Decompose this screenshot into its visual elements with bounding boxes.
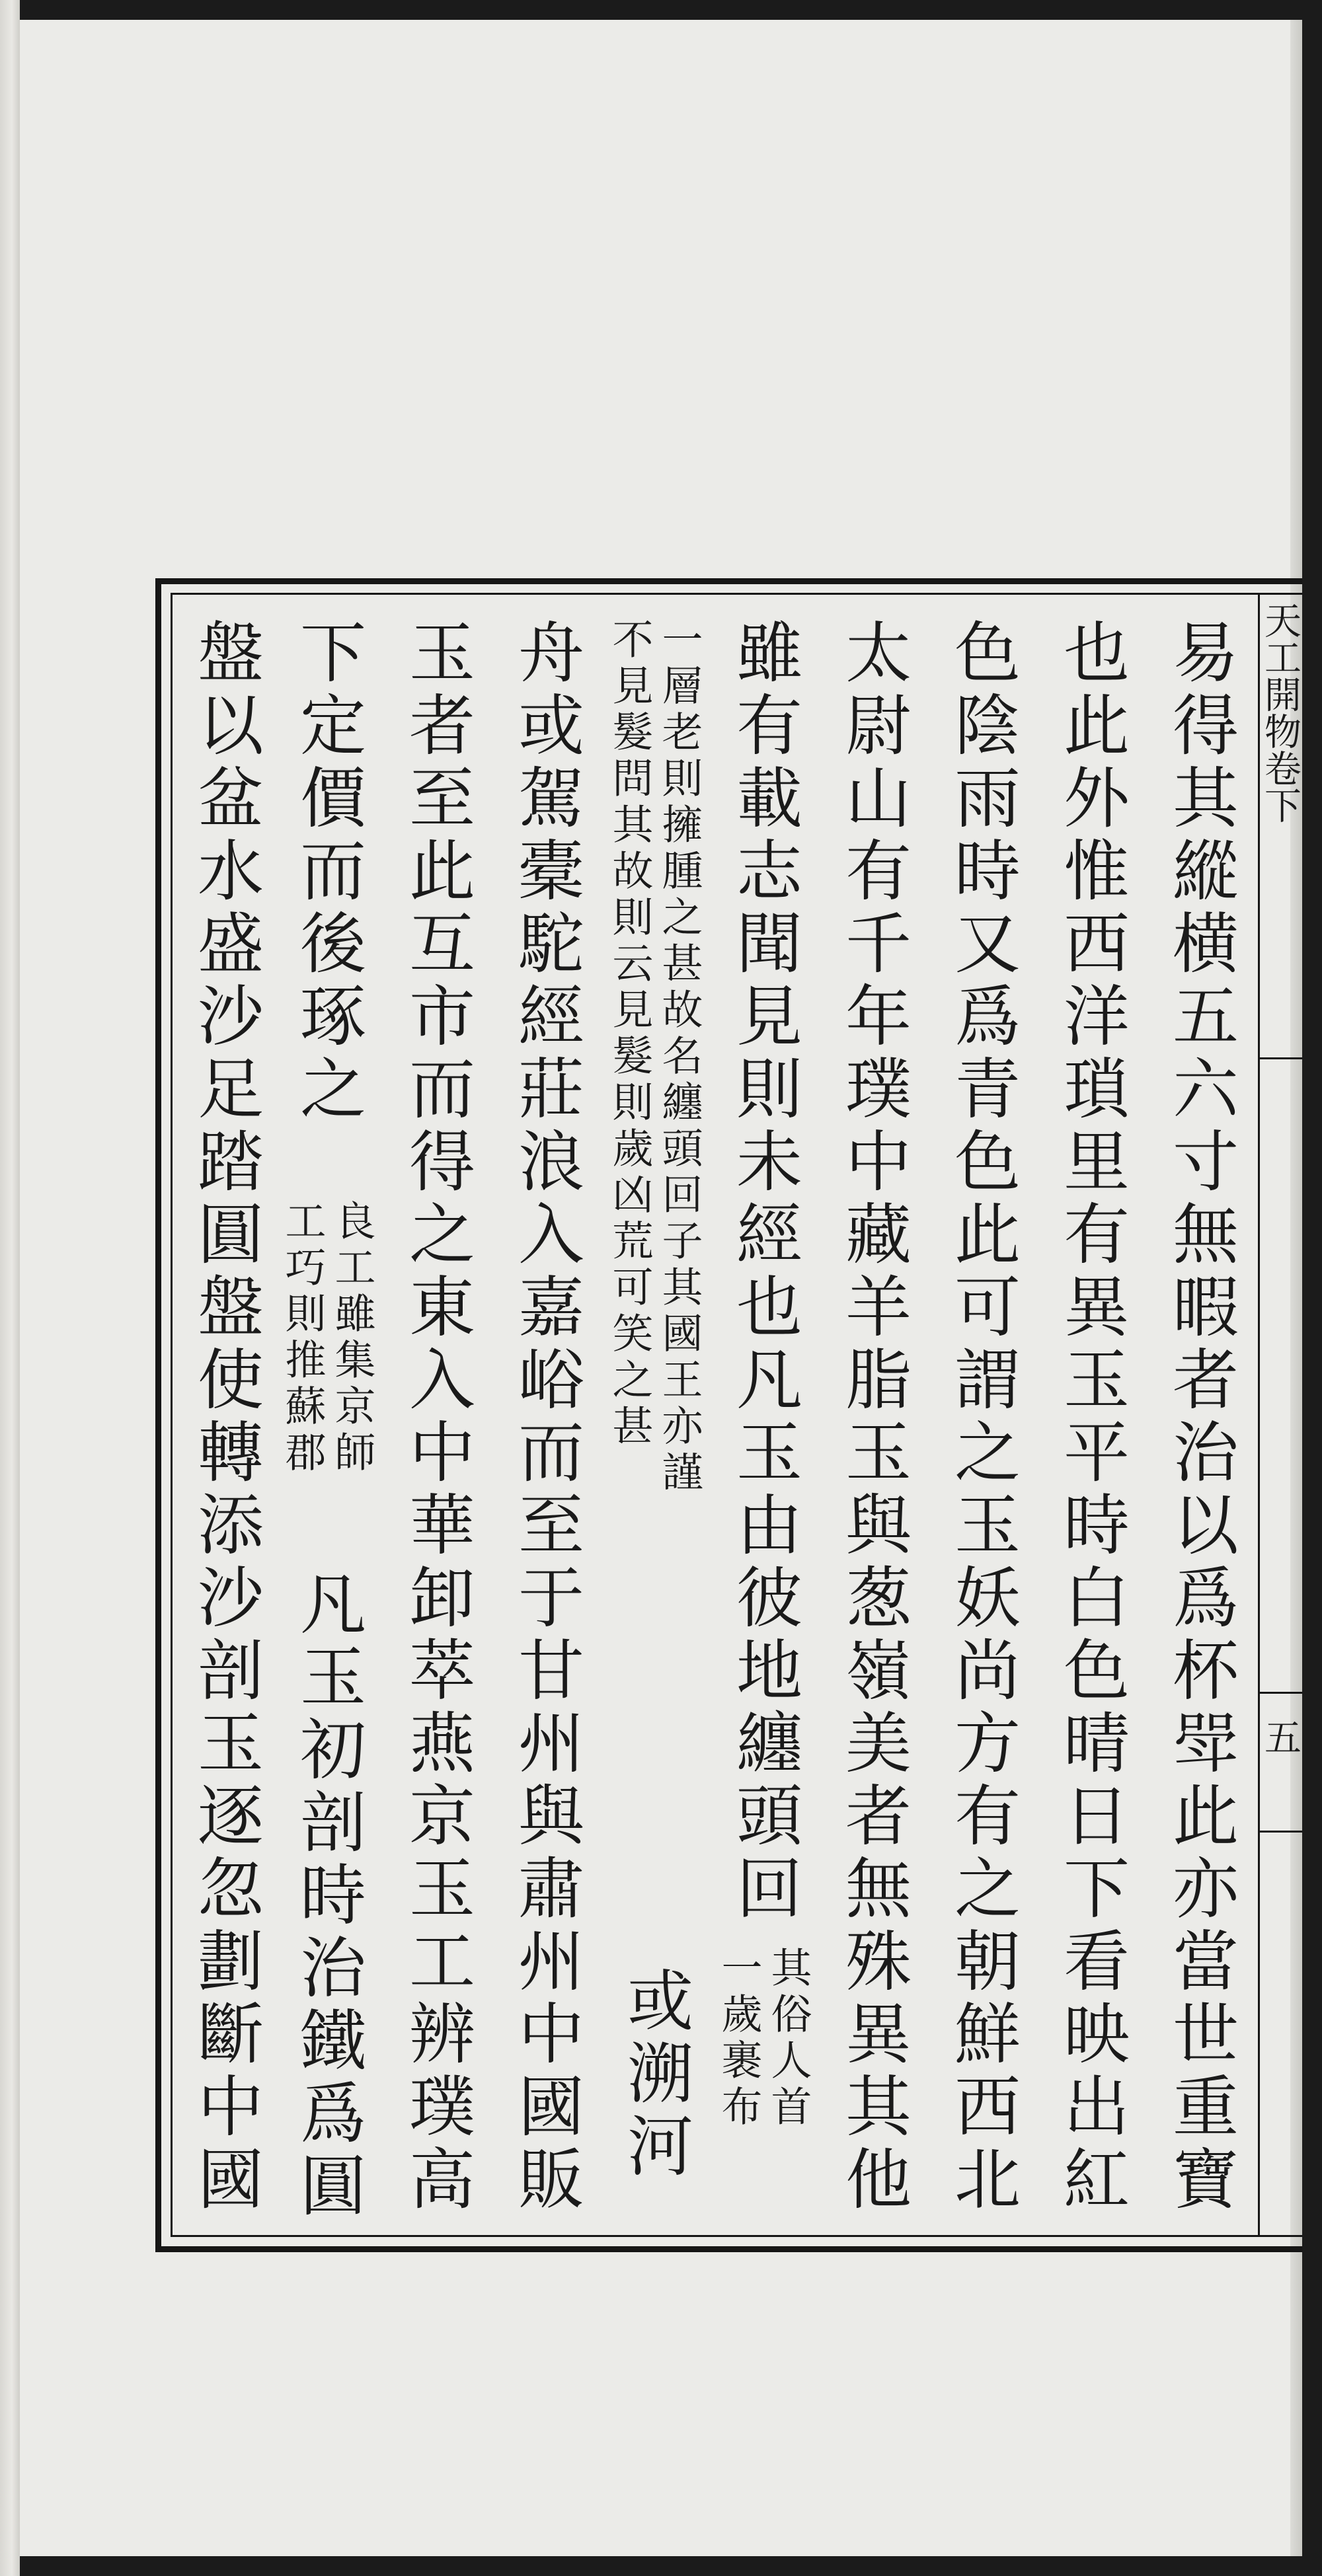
text-column-3: 色陰雨時又爲青色此可謂之玉妖尚方有之朝鮮西北 <box>943 618 1021 2217</box>
text-column-7: 舟或駕橐駝經莊浪入嘉峪而至于甘州與肅州中國販 <box>507 618 584 2217</box>
column-9-note-left: 工巧則推蘇郡 <box>278 1199 327 1477</box>
column-5-note-right: 其俗人首 <box>764 1946 812 2131</box>
column-5-note-left: 一歲裹布 <box>715 1946 763 2131</box>
column-5-main-text: 雖有載志聞見則未經也凡玉由彼地纏頭回 <box>725 618 802 1926</box>
adjacent-page-edge <box>0 0 20 2576</box>
band-page-number: 五 <box>1259 1718 1302 1755</box>
text-column-9 <box>278 618 377 2230</box>
column-6-main-text: 或溯河 <box>616 1966 693 2184</box>
column-9-main-text-bottom: 凡玉初剖時治鐵爲圓 <box>289 1570 366 2224</box>
text-column-2: 也此外惟西洋瑣里有異玉平時白色晴日下看映出紅 <box>1052 618 1130 2217</box>
column-9-note-right: 良工雖集京師 <box>328 1199 376 1477</box>
band-divider-lower <box>1258 1831 1302 1833</box>
text-column-8: 玉者至此互市而得之東入中華卸萃燕京玉工辨璞高 <box>398 618 475 2217</box>
band-divider-upper <box>1258 1057 1302 1059</box>
band-divider-middle <box>1258 1692 1302 1694</box>
column-6-note-right: 一層老則擁腫之甚故名纏頭回子其國王亦謹 <box>655 618 703 1497</box>
text-column-1: 易得其縱横五六寸無暇者治以爲杯斝此亦當世重寶 <box>1161 618 1239 2217</box>
text-column-5 <box>714 618 813 2230</box>
band-book-title: 天工開物卷下 <box>1259 601 1302 823</box>
text-column-6 <box>605 618 704 2230</box>
text-column-10: 盤以盆水盛沙足踏圓盤使轉添沙剖玉逐忽劃斷中國 <box>186 618 264 2217</box>
column-6-note-left: 不見髮問其故則云見髮則歲凶荒可笑之甚 <box>605 618 654 1451</box>
text-column-4: 太尉山有千年璞中藏羊脂玉與葱嶺美者無殊異其他 <box>834 618 912 2217</box>
column-9-main-text-top: 下定價而後琢之 <box>289 618 366 1127</box>
